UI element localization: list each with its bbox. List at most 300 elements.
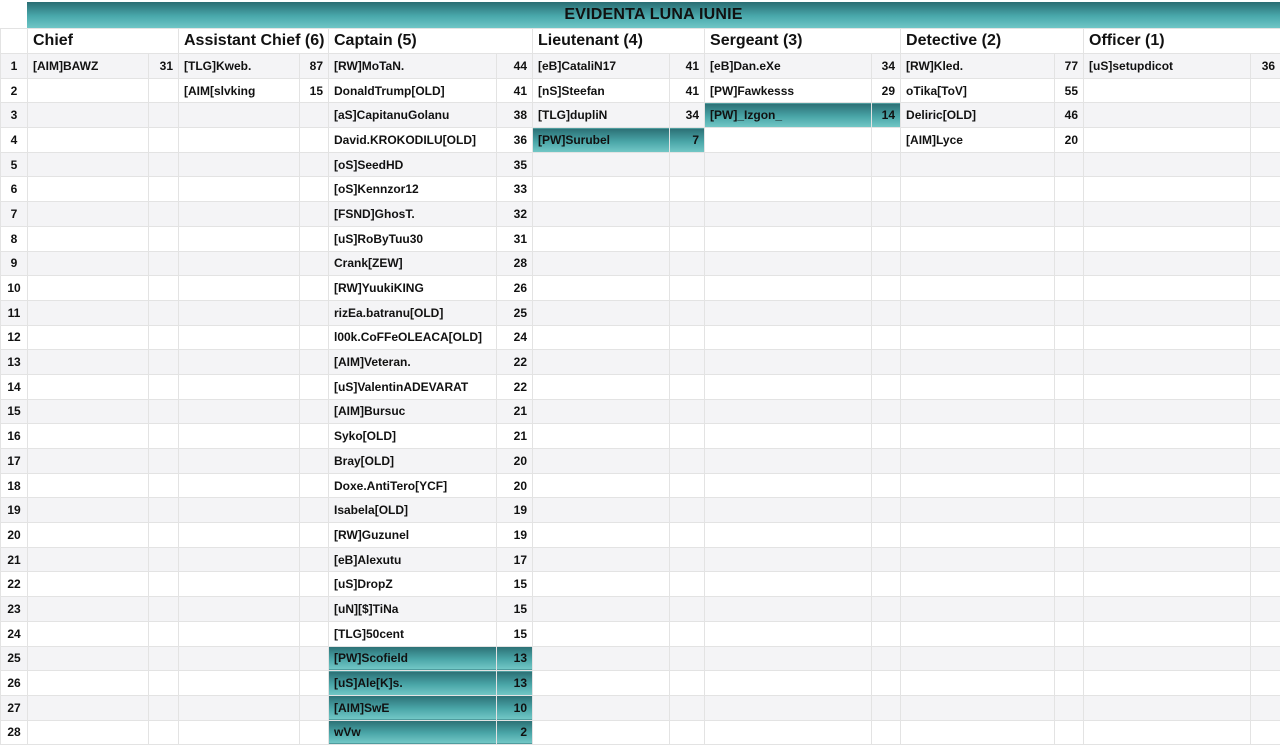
member-count-cell[interactable] xyxy=(670,152,705,177)
rank-header[interactable]: Officer (1) xyxy=(1084,29,1280,54)
member-count-cell[interactable] xyxy=(1055,695,1084,720)
member-name-cell[interactable] xyxy=(28,572,149,597)
member-count-cell[interactable] xyxy=(149,671,179,696)
member-name-cell[interactable]: [RW]YuukiKING xyxy=(329,276,497,301)
member-name-cell[interactable] xyxy=(28,78,149,103)
member-count-cell[interactable] xyxy=(1055,572,1084,597)
member-name-cell[interactable] xyxy=(533,374,670,399)
member-name-cell[interactable]: [RW]Kled. xyxy=(901,54,1055,79)
member-name-cell[interactable]: [uN][$]TiNa xyxy=(329,597,497,622)
member-count-cell[interactable] xyxy=(872,325,901,350)
rank-header[interactable]: Captain (5) xyxy=(329,29,533,54)
member-name-cell[interactable]: Bray[OLD] xyxy=(329,449,497,474)
member-count-cell[interactable] xyxy=(872,128,901,153)
member-name-cell[interactable]: [nS]Steefan xyxy=(533,78,670,103)
member-count-cell[interactable] xyxy=(149,251,179,276)
member-count-cell[interactable] xyxy=(1251,498,1280,523)
member-name-cell[interactable]: Deliric[OLD] xyxy=(901,103,1055,128)
member-count-cell[interactable] xyxy=(670,424,705,449)
member-name-cell[interactable] xyxy=(28,720,149,745)
member-name-cell[interactable] xyxy=(1084,78,1251,103)
member-name-cell[interactable] xyxy=(1084,103,1251,128)
member-count-cell[interactable] xyxy=(149,374,179,399)
member-count-cell[interactable] xyxy=(1251,251,1280,276)
member-count-cell[interactable]: 38 xyxy=(497,103,533,128)
member-count-cell[interactable]: 22 xyxy=(497,374,533,399)
member-name-cell[interactable] xyxy=(901,695,1055,720)
member-name-cell[interactable] xyxy=(28,498,149,523)
member-name-cell[interactable] xyxy=(533,473,670,498)
member-name-cell[interactable] xyxy=(1084,473,1251,498)
member-count-cell[interactable]: 32 xyxy=(497,202,533,227)
member-count-cell[interactable] xyxy=(149,473,179,498)
member-count-cell[interactable] xyxy=(670,720,705,745)
member-count-cell[interactable]: 19 xyxy=(497,498,533,523)
member-name-cell[interactable] xyxy=(705,300,872,325)
member-count-cell[interactable] xyxy=(872,449,901,474)
member-count-cell[interactable] xyxy=(1251,449,1280,474)
rank-header[interactable]: Assistant Chief (6) xyxy=(179,29,329,54)
member-name-cell[interactable] xyxy=(179,572,300,597)
member-name-cell[interactable]: [AIM]Veteran. xyxy=(329,350,497,375)
member-name-cell[interactable] xyxy=(28,325,149,350)
member-name-cell[interactable] xyxy=(1084,399,1251,424)
member-count-cell[interactable]: 2 xyxy=(497,720,533,745)
member-name-cell[interactable] xyxy=(705,671,872,696)
member-name-cell[interactable] xyxy=(28,424,149,449)
member-count-cell[interactable] xyxy=(872,202,901,227)
member-name-cell[interactable] xyxy=(1084,597,1251,622)
member-name-cell[interactable]: rizEa.batranu[OLD] xyxy=(329,300,497,325)
member-name-cell[interactable] xyxy=(705,152,872,177)
member-name-cell[interactable] xyxy=(901,226,1055,251)
member-name-cell[interactable]: Crank[ZEW] xyxy=(329,251,497,276)
member-name-cell[interactable] xyxy=(533,597,670,622)
member-count-cell[interactable] xyxy=(670,251,705,276)
member-count-cell[interactable]: 15 xyxy=(497,597,533,622)
member-name-cell[interactable] xyxy=(533,498,670,523)
member-name-cell[interactable] xyxy=(179,473,300,498)
member-name-cell[interactable] xyxy=(28,646,149,671)
member-count-cell[interactable] xyxy=(872,597,901,622)
member-count-cell[interactable] xyxy=(1055,300,1084,325)
member-name-cell[interactable] xyxy=(705,276,872,301)
member-count-cell[interactable] xyxy=(872,646,901,671)
member-name-cell[interactable] xyxy=(533,424,670,449)
member-name-cell[interactable] xyxy=(533,399,670,424)
member-count-cell[interactable]: 22 xyxy=(497,350,533,375)
member-count-cell[interactable] xyxy=(670,226,705,251)
member-count-cell[interactable] xyxy=(300,276,329,301)
member-name-cell[interactable] xyxy=(1084,152,1251,177)
member-count-cell[interactable] xyxy=(670,572,705,597)
member-name-cell[interactable] xyxy=(705,424,872,449)
member-name-cell[interactable] xyxy=(179,498,300,523)
member-count-cell[interactable] xyxy=(670,646,705,671)
member-name-cell[interactable]: [PW]Scofield xyxy=(329,646,497,671)
member-name-cell[interactable] xyxy=(179,202,300,227)
member-name-cell[interactable]: [uS]setupdicot xyxy=(1084,54,1251,79)
member-name-cell[interactable] xyxy=(28,103,149,128)
member-count-cell[interactable]: 25 xyxy=(497,300,533,325)
member-count-cell[interactable] xyxy=(1055,498,1084,523)
member-name-cell[interactable] xyxy=(705,523,872,548)
member-name-cell[interactable]: [PW]_Izgon_ xyxy=(705,103,872,128)
member-name-cell[interactable]: [uS]DropZ xyxy=(329,572,497,597)
member-name-cell[interactable]: [aS]CapitanuGolanu xyxy=(329,103,497,128)
member-name-cell[interactable] xyxy=(1084,325,1251,350)
member-name-cell[interactable] xyxy=(179,523,300,548)
member-name-cell[interactable] xyxy=(179,325,300,350)
member-name-cell[interactable] xyxy=(1084,621,1251,646)
member-count-cell[interactable] xyxy=(1055,226,1084,251)
member-count-cell[interactable] xyxy=(670,498,705,523)
member-name-cell[interactable] xyxy=(28,251,149,276)
member-count-cell[interactable] xyxy=(670,300,705,325)
member-count-cell[interactable] xyxy=(300,251,329,276)
member-name-cell[interactable]: [AIM]SwE xyxy=(329,695,497,720)
member-count-cell[interactable] xyxy=(670,177,705,202)
member-count-cell[interactable] xyxy=(1251,325,1280,350)
member-name-cell[interactable] xyxy=(901,572,1055,597)
member-name-cell[interactable] xyxy=(179,695,300,720)
member-count-cell[interactable] xyxy=(300,621,329,646)
member-name-cell[interactable]: [TLG]50cent xyxy=(329,621,497,646)
member-name-cell[interactable] xyxy=(705,374,872,399)
member-count-cell[interactable] xyxy=(300,498,329,523)
rank-header[interactable]: Chief xyxy=(28,29,179,54)
member-count-cell[interactable]: 19 xyxy=(497,523,533,548)
member-name-cell[interactable] xyxy=(28,399,149,424)
member-count-cell[interactable]: 31 xyxy=(497,226,533,251)
member-count-cell[interactable] xyxy=(1251,547,1280,572)
member-name-cell[interactable] xyxy=(533,523,670,548)
member-name-cell[interactable]: [PW]Surubel xyxy=(533,128,670,153)
member-count-cell[interactable] xyxy=(300,103,329,128)
member-count-cell[interactable] xyxy=(149,103,179,128)
member-count-cell[interactable] xyxy=(1251,152,1280,177)
member-count-cell[interactable] xyxy=(1055,597,1084,622)
member-count-cell[interactable] xyxy=(300,473,329,498)
member-name-cell[interactable] xyxy=(533,152,670,177)
member-name-cell[interactable] xyxy=(533,547,670,572)
member-count-cell[interactable] xyxy=(149,523,179,548)
member-name-cell[interactable] xyxy=(533,300,670,325)
member-count-cell[interactable] xyxy=(670,523,705,548)
member-name-cell[interactable]: Doxe.AntiTero[YCF] xyxy=(329,473,497,498)
member-name-cell[interactable] xyxy=(705,177,872,202)
member-name-cell[interactable] xyxy=(179,128,300,153)
member-count-cell[interactable] xyxy=(300,547,329,572)
member-name-cell[interactable] xyxy=(901,449,1055,474)
rank-header[interactable]: Detective (2) xyxy=(901,29,1084,54)
member-name-cell[interactable] xyxy=(901,374,1055,399)
member-count-cell[interactable] xyxy=(872,251,901,276)
member-count-cell[interactable]: 36 xyxy=(497,128,533,153)
member-name-cell[interactable] xyxy=(533,251,670,276)
member-count-cell[interactable] xyxy=(149,128,179,153)
member-name-cell[interactable]: [AIM[slvking xyxy=(179,78,300,103)
member-name-cell[interactable]: David.KROKODILU[OLD] xyxy=(329,128,497,153)
member-count-cell[interactable] xyxy=(872,226,901,251)
member-name-cell[interactable] xyxy=(179,276,300,301)
member-count-cell[interactable] xyxy=(1055,547,1084,572)
member-name-cell[interactable] xyxy=(901,251,1055,276)
member-name-cell[interactable] xyxy=(1084,177,1251,202)
member-name-cell[interactable] xyxy=(1084,202,1251,227)
member-name-cell[interactable] xyxy=(28,695,149,720)
member-count-cell[interactable] xyxy=(1055,152,1084,177)
member-name-cell[interactable] xyxy=(28,374,149,399)
member-name-cell[interactable] xyxy=(533,202,670,227)
member-count-cell[interactable] xyxy=(1055,424,1084,449)
member-count-cell[interactable] xyxy=(300,597,329,622)
member-count-cell[interactable] xyxy=(300,374,329,399)
member-count-cell[interactable]: 13 xyxy=(497,671,533,696)
member-count-cell[interactable] xyxy=(872,671,901,696)
member-name-cell[interactable] xyxy=(533,350,670,375)
member-count-cell[interactable] xyxy=(670,350,705,375)
member-count-cell[interactable] xyxy=(300,695,329,720)
member-count-cell[interactable] xyxy=(1251,399,1280,424)
member-count-cell[interactable] xyxy=(300,671,329,696)
member-count-cell[interactable]: 41 xyxy=(670,54,705,79)
member-name-cell[interactable] xyxy=(1084,449,1251,474)
member-name-cell[interactable] xyxy=(533,720,670,745)
member-name-cell[interactable] xyxy=(533,671,670,696)
member-name-cell[interactable]: [uS]RoByTuu30 xyxy=(329,226,497,251)
member-name-cell[interactable] xyxy=(901,399,1055,424)
member-name-cell[interactable] xyxy=(1084,300,1251,325)
member-count-cell[interactable] xyxy=(1251,177,1280,202)
member-count-cell[interactable] xyxy=(1251,523,1280,548)
member-count-cell[interactable] xyxy=(1251,646,1280,671)
member-name-cell[interactable] xyxy=(179,177,300,202)
member-name-cell[interactable]: [eB]Dan.eXe xyxy=(705,54,872,79)
member-name-cell[interactable]: [eB]CataliN17 xyxy=(533,54,670,79)
member-name-cell[interactable] xyxy=(28,621,149,646)
member-name-cell[interactable] xyxy=(901,646,1055,671)
member-name-cell[interactable]: [AIM]Bursuc xyxy=(329,399,497,424)
member-name-cell[interactable] xyxy=(179,226,300,251)
rank-header[interactable]: Lieutenant (4) xyxy=(533,29,705,54)
member-count-cell[interactable]: 20 xyxy=(497,449,533,474)
member-name-cell[interactable] xyxy=(28,350,149,375)
member-count-cell[interactable] xyxy=(149,300,179,325)
member-count-cell[interactable] xyxy=(872,300,901,325)
member-name-cell[interactable] xyxy=(705,720,872,745)
member-name-cell[interactable] xyxy=(179,597,300,622)
member-count-cell[interactable] xyxy=(300,177,329,202)
member-name-cell[interactable] xyxy=(28,523,149,548)
member-name-cell[interactable] xyxy=(28,473,149,498)
member-name-cell[interactable]: [uS]ValentinADEVARAT xyxy=(329,374,497,399)
member-count-cell[interactable]: 28 xyxy=(497,251,533,276)
member-count-cell[interactable] xyxy=(149,424,179,449)
member-count-cell[interactable] xyxy=(1251,720,1280,745)
member-count-cell[interactable] xyxy=(149,597,179,622)
member-count-cell[interactable] xyxy=(872,276,901,301)
member-count-cell[interactable] xyxy=(1251,424,1280,449)
member-name-cell[interactable] xyxy=(705,202,872,227)
member-name-cell[interactable] xyxy=(1084,251,1251,276)
member-count-cell[interactable]: 34 xyxy=(872,54,901,79)
member-count-cell[interactable] xyxy=(1251,78,1280,103)
member-count-cell[interactable] xyxy=(670,473,705,498)
member-name-cell[interactable] xyxy=(179,300,300,325)
member-count-cell[interactable] xyxy=(149,547,179,572)
member-name-cell[interactable]: wVw xyxy=(329,720,497,745)
member-count-cell[interactable] xyxy=(670,547,705,572)
member-count-cell[interactable]: 10 xyxy=(497,695,533,720)
member-name-cell[interactable] xyxy=(179,399,300,424)
member-count-cell[interactable] xyxy=(872,621,901,646)
member-name-cell[interactable] xyxy=(533,621,670,646)
member-count-cell[interactable]: 15 xyxy=(300,78,329,103)
member-name-cell[interactable] xyxy=(901,177,1055,202)
member-name-cell[interactable] xyxy=(1084,374,1251,399)
member-name-cell[interactable] xyxy=(28,226,149,251)
member-count-cell[interactable] xyxy=(1251,276,1280,301)
member-name-cell[interactable] xyxy=(705,350,872,375)
member-count-cell[interactable] xyxy=(1251,128,1280,153)
member-count-cell[interactable]: 20 xyxy=(1055,128,1084,153)
member-count-cell[interactable] xyxy=(670,202,705,227)
member-name-cell[interactable] xyxy=(901,300,1055,325)
member-name-cell[interactable]: Isabela[OLD] xyxy=(329,498,497,523)
member-count-cell[interactable] xyxy=(1055,276,1084,301)
member-name-cell[interactable] xyxy=(1084,128,1251,153)
member-count-cell[interactable] xyxy=(1251,350,1280,375)
member-count-cell[interactable] xyxy=(872,473,901,498)
member-name-cell[interactable] xyxy=(533,177,670,202)
member-count-cell[interactable] xyxy=(149,202,179,227)
member-count-cell[interactable] xyxy=(1251,103,1280,128)
member-count-cell[interactable] xyxy=(1055,177,1084,202)
member-name-cell[interactable] xyxy=(705,498,872,523)
member-name-cell[interactable] xyxy=(179,720,300,745)
member-name-cell[interactable] xyxy=(901,424,1055,449)
member-count-cell[interactable] xyxy=(670,695,705,720)
member-count-cell[interactable]: 17 xyxy=(497,547,533,572)
member-name-cell[interactable] xyxy=(705,226,872,251)
member-count-cell[interactable]: 35 xyxy=(497,152,533,177)
member-count-cell[interactable] xyxy=(872,720,901,745)
member-name-cell[interactable] xyxy=(179,374,300,399)
member-count-cell[interactable]: 41 xyxy=(497,78,533,103)
member-name-cell[interactable] xyxy=(1084,226,1251,251)
member-name-cell[interactable]: DonaldTrump[OLD] xyxy=(329,78,497,103)
member-name-cell[interactable] xyxy=(533,449,670,474)
member-name-cell[interactable] xyxy=(28,177,149,202)
member-name-cell[interactable]: [AIM]Lyce xyxy=(901,128,1055,153)
member-count-cell[interactable] xyxy=(1055,202,1084,227)
member-count-cell[interactable]: 41 xyxy=(670,78,705,103)
member-count-cell[interactable] xyxy=(149,720,179,745)
member-name-cell[interactable] xyxy=(179,251,300,276)
member-name-cell[interactable]: [uS]Ale[K]s. xyxy=(329,671,497,696)
member-name-cell[interactable] xyxy=(705,597,872,622)
member-count-cell[interactable] xyxy=(670,399,705,424)
member-name-cell[interactable] xyxy=(179,103,300,128)
member-count-cell[interactable]: 36 xyxy=(1251,54,1280,79)
member-count-cell[interactable] xyxy=(670,597,705,622)
member-name-cell[interactable] xyxy=(1084,720,1251,745)
member-count-cell[interactable]: 21 xyxy=(497,424,533,449)
member-name-cell[interactable] xyxy=(179,547,300,572)
member-count-cell[interactable] xyxy=(872,177,901,202)
member-count-cell[interactable]: 20 xyxy=(497,473,533,498)
member-count-cell[interactable] xyxy=(1251,671,1280,696)
member-count-cell[interactable] xyxy=(1251,621,1280,646)
member-count-cell[interactable] xyxy=(300,523,329,548)
member-count-cell[interactable] xyxy=(872,424,901,449)
member-name-cell[interactable] xyxy=(1084,547,1251,572)
member-count-cell[interactable] xyxy=(1251,473,1280,498)
member-name-cell[interactable]: [eB]Alexutu xyxy=(329,547,497,572)
member-count-cell[interactable] xyxy=(149,399,179,424)
member-name-cell[interactable]: oTika[ToV] xyxy=(901,78,1055,103)
member-name-cell[interactable] xyxy=(901,202,1055,227)
member-name-cell[interactable] xyxy=(901,350,1055,375)
member-name-cell[interactable] xyxy=(28,128,149,153)
member-name-cell[interactable] xyxy=(533,276,670,301)
member-name-cell[interactable]: [oS]Kennzor12 xyxy=(329,177,497,202)
member-count-cell[interactable]: 21 xyxy=(497,399,533,424)
member-name-cell[interactable] xyxy=(179,671,300,696)
member-count-cell[interactable] xyxy=(149,325,179,350)
member-count-cell[interactable] xyxy=(1055,621,1084,646)
member-count-cell[interactable] xyxy=(300,720,329,745)
member-count-cell[interactable] xyxy=(300,572,329,597)
member-count-cell[interactable]: 77 xyxy=(1055,54,1084,79)
member-count-cell[interactable] xyxy=(1055,671,1084,696)
member-count-cell[interactable] xyxy=(149,646,179,671)
member-count-cell[interactable] xyxy=(300,300,329,325)
member-count-cell[interactable] xyxy=(872,547,901,572)
member-count-cell[interactable] xyxy=(670,449,705,474)
member-count-cell[interactable]: 31 xyxy=(149,54,179,79)
member-count-cell[interactable] xyxy=(149,449,179,474)
member-name-cell[interactable] xyxy=(28,547,149,572)
member-count-cell[interactable] xyxy=(149,226,179,251)
member-count-cell[interactable] xyxy=(1055,374,1084,399)
member-count-cell[interactable]: 55 xyxy=(1055,78,1084,103)
member-name-cell[interactable] xyxy=(705,325,872,350)
member-count-cell[interactable] xyxy=(300,202,329,227)
member-name-cell[interactable] xyxy=(179,646,300,671)
member-count-cell[interactable] xyxy=(670,276,705,301)
member-name-cell[interactable] xyxy=(1084,276,1251,301)
member-count-cell[interactable] xyxy=(149,498,179,523)
member-count-cell[interactable] xyxy=(872,152,901,177)
member-count-cell[interactable] xyxy=(670,374,705,399)
member-count-cell[interactable] xyxy=(670,621,705,646)
member-count-cell[interactable] xyxy=(300,449,329,474)
member-name-cell[interactable] xyxy=(1084,523,1251,548)
member-count-cell[interactable] xyxy=(872,498,901,523)
member-count-cell[interactable] xyxy=(1251,597,1280,622)
member-count-cell[interactable]: 24 xyxy=(497,325,533,350)
member-count-cell[interactable] xyxy=(149,350,179,375)
member-name-cell[interactable]: [RW]MoTaN. xyxy=(329,54,497,79)
member-count-cell[interactable] xyxy=(872,350,901,375)
member-count-cell[interactable]: 13 xyxy=(497,646,533,671)
member-count-cell[interactable] xyxy=(300,646,329,671)
member-name-cell[interactable] xyxy=(533,572,670,597)
member-name-cell[interactable]: [TLG]Kweb. xyxy=(179,54,300,79)
member-name-cell[interactable]: l00k.CoFFeOLEACA[OLD] xyxy=(329,325,497,350)
